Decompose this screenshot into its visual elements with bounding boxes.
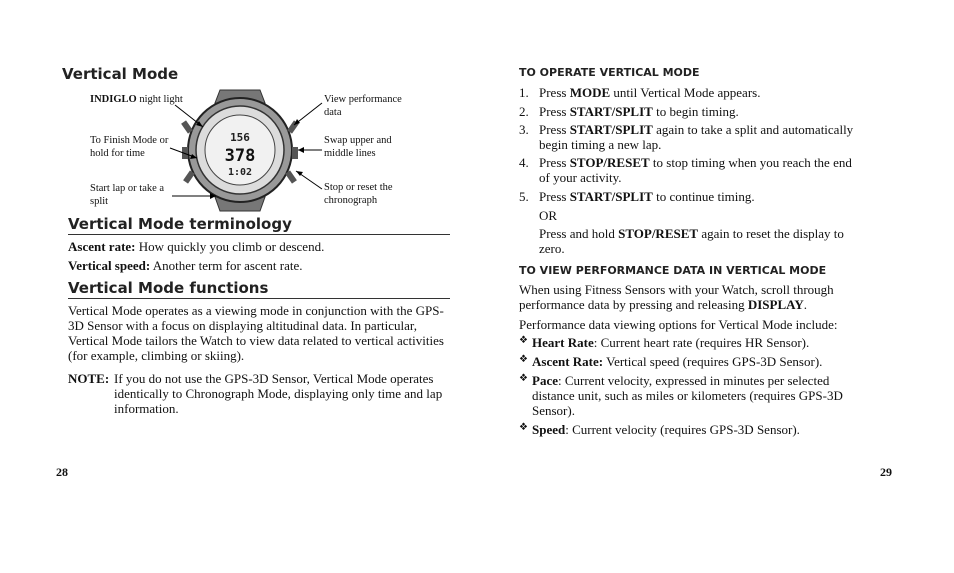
watch-display-top: 156 bbox=[230, 131, 250, 144]
note bbox=[68, 371, 450, 416]
term-vspeed-label: Vertical speed: bbox=[68, 258, 151, 273]
step-text: Press STOP/RESET to stop timing when you reach the end bbox=[539, 155, 852, 170]
step-number: 4. bbox=[519, 155, 529, 170]
page-number-right: 29 bbox=[880, 465, 892, 479]
step-number: 2. bbox=[519, 104, 529, 119]
terminology-heading: Vertical Mode terminology bbox=[68, 215, 450, 235]
view-paragraph-line1: When using Fitness Sensors with your Watch, scroll through bbox=[519, 282, 834, 297]
bullet-text: Pace: Current velocity, expressed in minutes per selected bbox=[532, 373, 830, 388]
callout-indiglo-bold: INDIGLO bbox=[90, 94, 137, 105]
callout-start-lap: Start lap or take a split bbox=[90, 183, 165, 207]
term-ascent-label: Ascent rate: bbox=[68, 239, 136, 254]
step-number: 5. bbox=[519, 189, 529, 204]
options-intro: Performance data viewing options for Vertical Mode include: bbox=[519, 317, 838, 332]
view-paragraph-line2: performance data by pressing and releasing DISPLAY. bbox=[519, 297, 807, 312]
step-text-line2: begin timing a new lap. bbox=[539, 137, 662, 152]
term-vertical-speed bbox=[68, 258, 303, 273]
operate-heading: TO OPERATE VERTICAL MODE bbox=[519, 66, 700, 79]
callout-indiglo-text: night light bbox=[136, 94, 183, 105]
bullet-text: Ascent Rate: Vertical speed (requires GPS-3D Sensor). bbox=[532, 354, 823, 369]
diamond-bullet-icon: ❖ bbox=[519, 354, 528, 365]
step-text: Press START/SPLIT to begin timing. bbox=[539, 104, 739, 119]
diamond-bullet-icon: ❖ bbox=[519, 335, 528, 346]
step-number: 3. bbox=[519, 122, 529, 137]
bullet-pace bbox=[519, 373, 899, 421]
note-text: If you do not use the GPS-3D Sensor, Vertical Mode operates identically to Chronograph Mode, displaying only time and lap information. bbox=[114, 371, 443, 416]
hold-reset-text-line2: zero. bbox=[539, 241, 565, 256]
step-4 bbox=[519, 155, 899, 187]
or-text: OR bbox=[539, 208, 558, 223]
callout-swap-lines: Swap upper and middle lines bbox=[324, 135, 392, 159]
note-label: NOTE: bbox=[68, 371, 110, 386]
term-ascent-rate bbox=[68, 239, 324, 254]
page-number-left: 28 bbox=[56, 465, 68, 479]
diamond-bullet-icon: ❖ bbox=[519, 422, 528, 433]
view-heading: TO VIEW PERFORMANCE DATA IN VERTICAL MODE bbox=[519, 264, 827, 277]
bullet-text: Speed: Current velocity (requires GPS-3D Sensor). bbox=[532, 422, 800, 437]
functions-paragraph: Vertical Mode operates as a viewing mode in conjunction with the GPS-3D Sensor with a focus on displaying altitudinal data. In particular, Vertical Mode tailors the Watch to view data related to vertical activities (for example, climbing or skiing). bbox=[68, 303, 444, 363]
watch-display-bottom: 1:02 bbox=[227, 167, 253, 178]
bullet-speed bbox=[519, 422, 899, 440]
step-text: Press START/SPLIT again to take a split and automatically bbox=[539, 122, 854, 137]
bullet-text-line2: distance unit, such as miles or kilometers (requires GPS-3D bbox=[532, 388, 843, 403]
watch-display-middle: 378 bbox=[224, 146, 256, 166]
bullet-text: Heart Rate: Current heart rate (requires HR Sensor). bbox=[532, 335, 810, 350]
step-text: Press MODE until Vertical Mode appears. bbox=[539, 85, 761, 100]
bullet-ascent-rate bbox=[519, 354, 899, 372]
term-vspeed-text: Another term for ascent rate. bbox=[150, 258, 303, 273]
page-title: Vertical Mode bbox=[62, 65, 179, 83]
callout-view-performance: View performance data bbox=[324, 94, 402, 118]
step-3 bbox=[519, 122, 899, 154]
bullet-text-line3: Sensor). bbox=[532, 403, 575, 418]
diamond-bullet-icon: ❖ bbox=[519, 373, 528, 384]
functions-heading: Vertical Mode functions bbox=[68, 279, 450, 299]
step-text: Press START/SPLIT to continue timing. bbox=[539, 189, 755, 204]
step-number: 1. bbox=[519, 85, 529, 100]
term-ascent-text: How quickly you climb or descend. bbox=[135, 239, 325, 254]
hold-reset-text: Press and hold STOP/RESET again to reset the display to bbox=[539, 226, 844, 241]
callout-finish: To Finish Mode or hold for time bbox=[90, 135, 169, 159]
callout-stop-reset: Stop or reset the chronograph bbox=[324, 182, 393, 206]
bullet-heart-rate bbox=[519, 335, 899, 353]
step-text-line2: of your activity. bbox=[539, 170, 622, 185]
